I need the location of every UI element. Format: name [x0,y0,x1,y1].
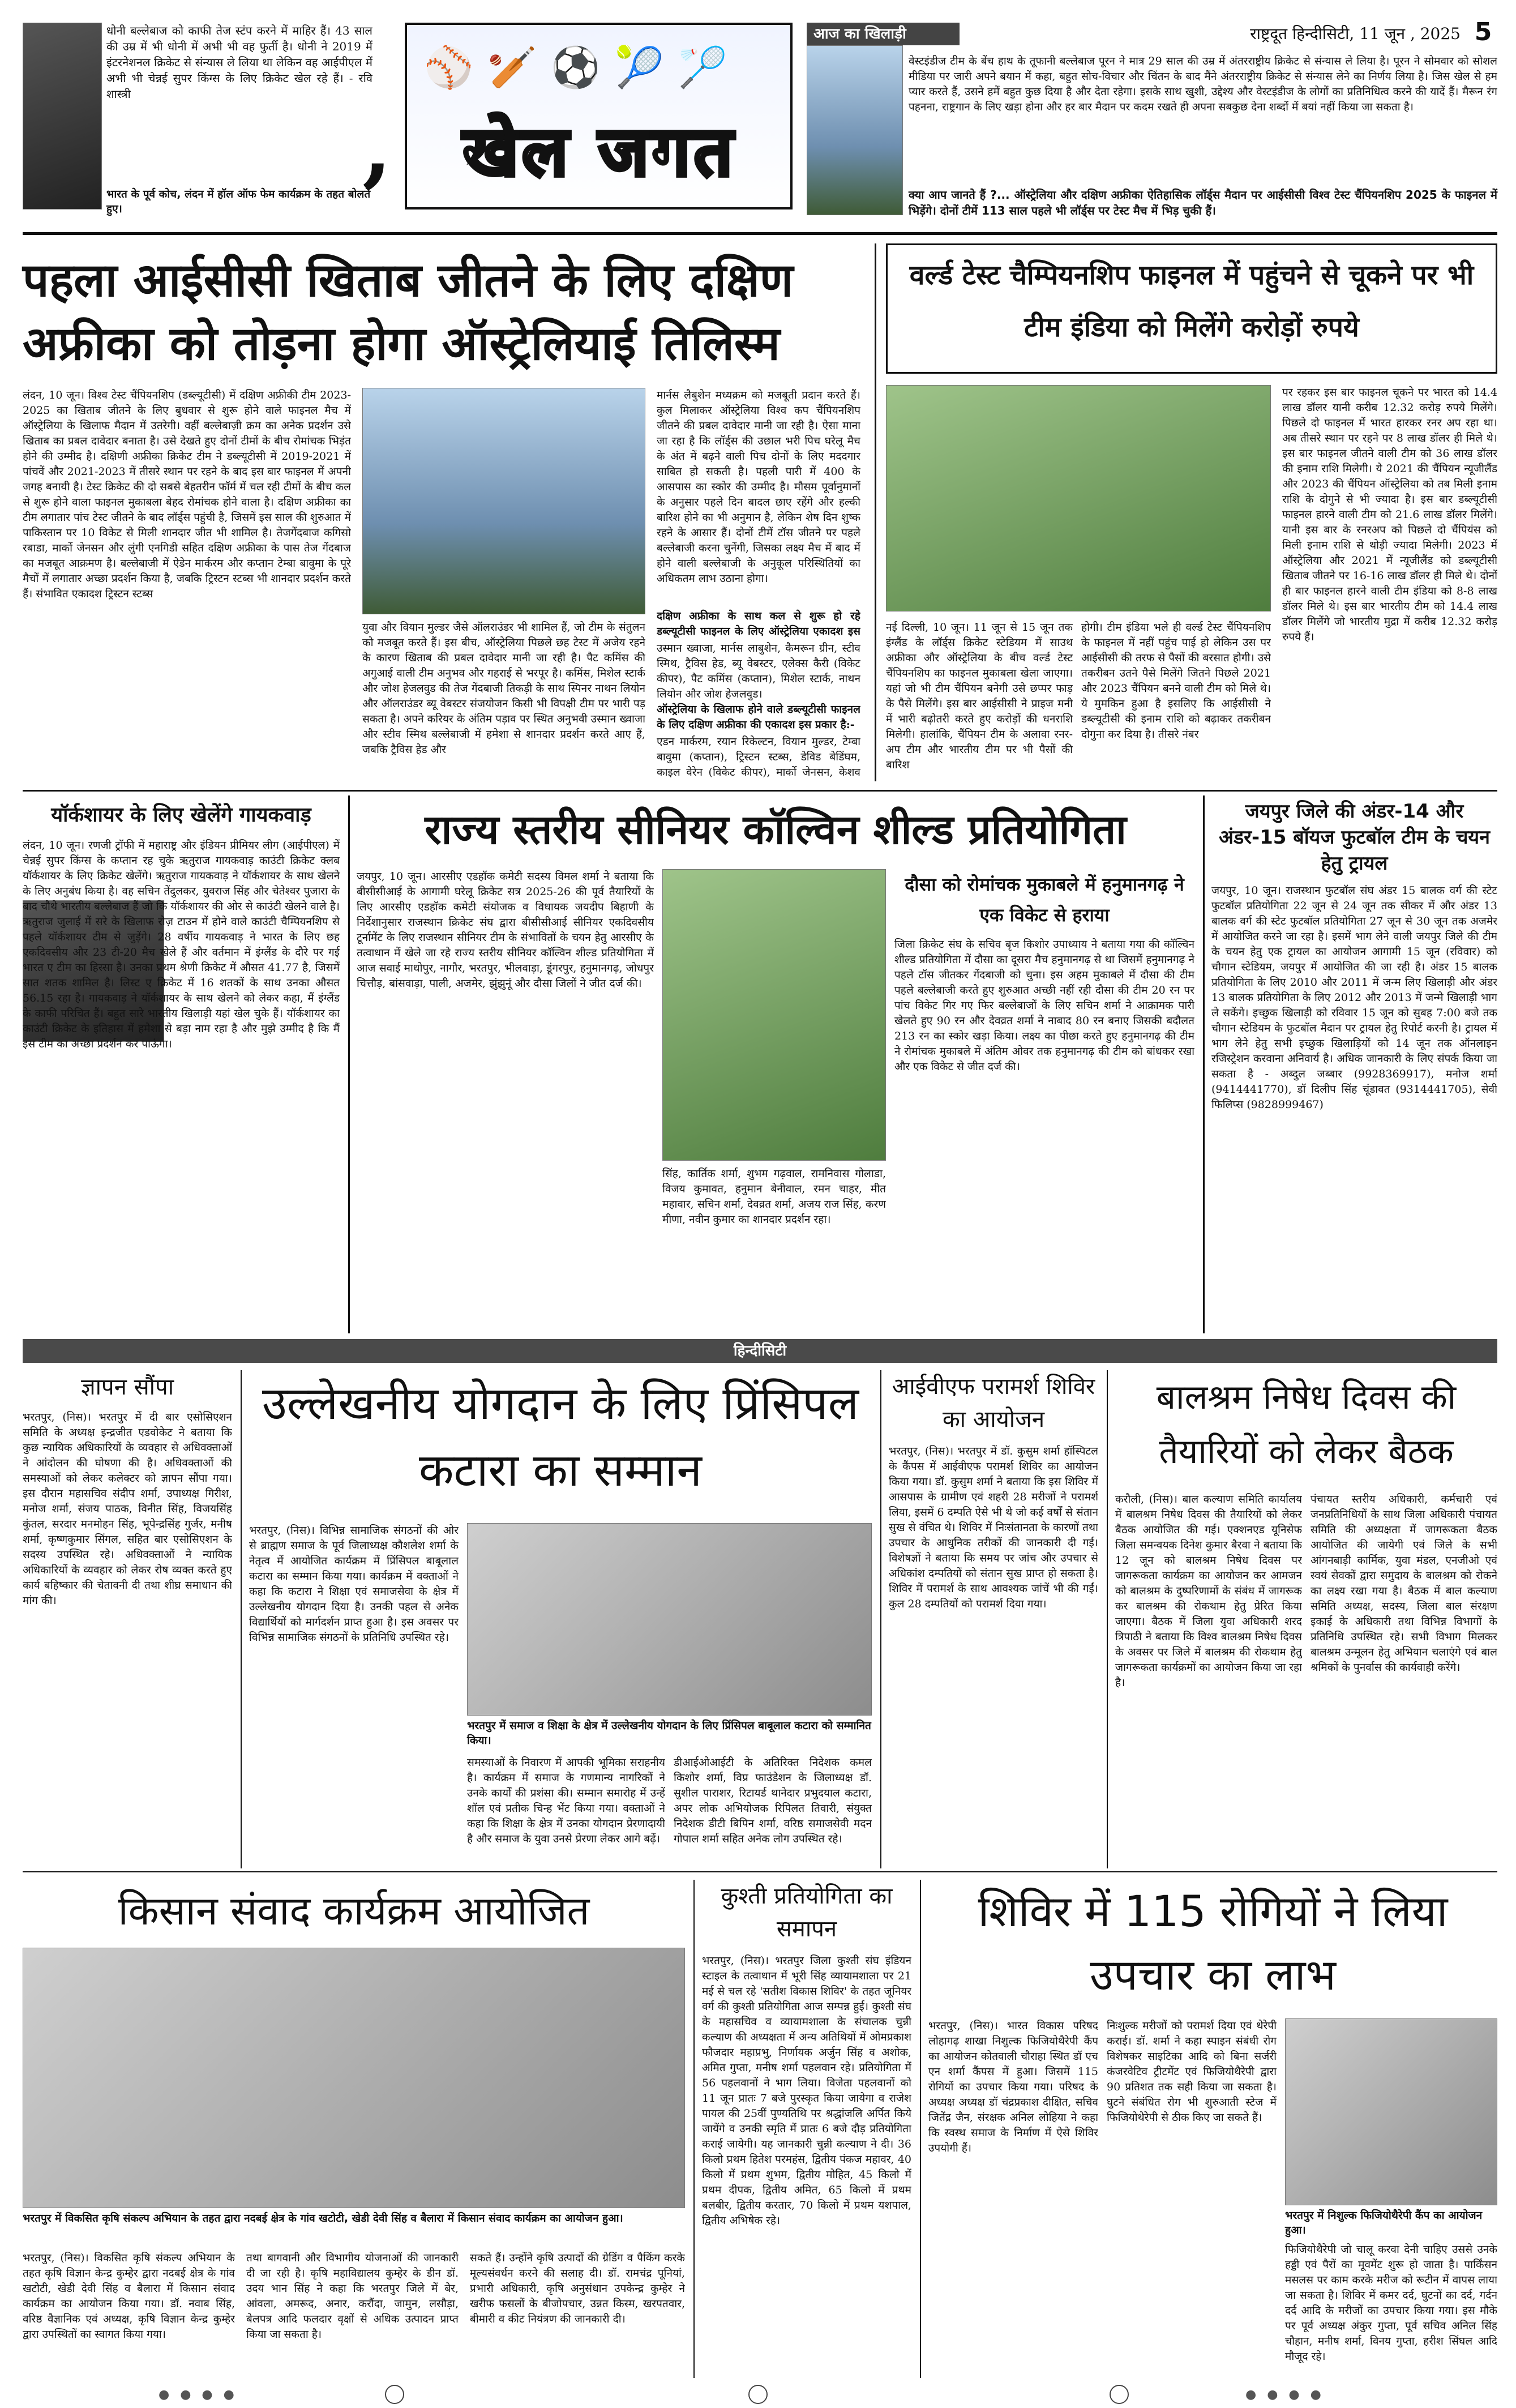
nicholas-pooran-photo [807,45,903,215]
player-tag: आज का खिलाड़ी [807,23,960,45]
headline-football: जयपुर जिले की अंडर-14 और अंडर-15 बॉयज फुटबॉल टीम के चयन हेतु ट्रायल [1218,800,1491,875]
col-divider-city-1 [241,1370,242,1868]
wtc-india-col3: पर रहकर इस बार फाइनल चूकने पर भारत को 14.4 लाख डॉलर यानी करीब 12.32 करोड़ रुपये मिलेंगे। पिछले दो फाइनल में भारत हारकर रनर अप रहा था। अब तीसरे स्थान पर रहने पर 8 लाख डॉलर ही मिले थे। इस बार फाइनल जीतने वाली टीम को 36 लाख डॉलर की इनाम राशि मिलेगी। ये 2021 की चैंपियन न्यूजीलैंड और 2023 की चैंपियन ऑस्ट्रेलिया को तब मिली इनाम राशि के दोगुने से भी ज्यादा है। इस बार डब्ल्यूटीसी फाइनल हारने वाली टीम को 21.6 लाख डॉलर मिलेंगे। यानी इस बार के रनरअप को पिछले दो चैंपियंस को मिली इनाम राशि से थोड़ी ज्यादा मिलेगी। 2023 में ऑस्ट्रेलिया और 2021 में न्यूजीलैंड को डब्ल्यूटीसी खिताब जीतने पर 16-16 लाख डॉलर ही मिले थे। दोनों ही बार फाइनल हारने वाली टीम इंडिया को 8-8 लाख डॉलर मिले थे। इस बार भारतीय टीम को 14.4 लाख डॉलर मिलेंगे जो भारतीय मुद्रा में करीब 12.32 करोड़ रुपये हैं। [1282,386,1497,643]
katara-event-photo [467,1523,872,1716]
colvin-team-photo [662,869,886,1161]
wtc-aus-xi: एडन मार्करम, रयान रिकेल्टन, वियान मुल्डर, टेम्बा बावुमा (कप्तान), ट्रिस्टन स्टब्स, डेविड बेडिंघम, काइल वेरेन (विकेट कीपर), मार्को जेनसन, केशव [657,735,860,779]
wtc-sa-xi-title: दक्षिण अफ्रीका के साथ कल से शुरू हो रहे डब्ल्यूटीसी फाइनल के लिए ऑस्ट्रेलिया एकादश इस [657,610,860,638]
registration-mark-right [1110,2385,1129,2404]
col-divider-bottom-2 [920,1880,921,2378]
kisan-event-photo [23,1948,685,2208]
shivir-camp-photo [1285,2018,1497,2205]
quote-mark: , [362,97,392,197]
wtc-aus-xi-title: ऑस्ट्रेलिया के खिलाफ होने वाले डब्ल्यूटीसी फाइनल के लिए दक्षिण अफ्रीका की एकादश इस प्रकार है:- [657,703,860,731]
shivir-col1: भरतपुर, (निस)। भारत विकास परिषद लोहागढ़ शाखा निशुल्क फिजियोथैरेपी कैंप का आयोजन कोतवाली चौराहा स्थित डॉ एच एन शर्मा कैंपस में हुआ। जिसमें 115 रोगियों का उपचार किया गया। परिषद के अध्यक्ष अध्यक्ष डॉ चंद्रप्रकाश दीक्षित, सचिव जितेंद्र जैन, संरक्षक अनिल लोहिया ने कहा कि स्वस्थ समाज के निर्माण में ऐसे शिविर उपयोगी हैं। [928,2020,1098,2154]
footer-marks-right: ● ● ● ● [1245,2388,1325,2402]
headline-balshram: बालश्रम निषेध दिवस की तैयारियों को लेकर बैठक [1156,1378,1457,1472]
headline-katara: उल्लेखनीय योगदान के लिए प्रिंसिपल कटारा का सम्मान [262,1377,859,1496]
col-divider-bottom-1 [693,1880,695,2378]
col-divider-mid-right [1203,795,1205,1333]
wtc-sa-col1: लंदन, 10 जून। विश्व टेस्ट चैंपियनशिप (डब्ल्यूटीसी) में दक्षिण अफ्रीकी टीम 2023-2025 का खिताब जीतने के लिए बुधवार से शुरू होने वाले फाइनल मैच में ऑस्ट्रेलिया के खिलाफ मैदान में उतरेगी। वहीं बल्लेबाज़ी क्रम का अनेक प्रदर्शन उसे खिताब का प्रबल दावेदार बनाता है। उसे देखते हुए दोनों टीमों के बीच रोमांचक भिड़ंत होने की उम्मीद है। दक्षिणी अफ्रीका क्रिकेट टीम ने डब्ल्यूटीसी में 2019-2021 में पांचवें और 2021-2023 में तीसरे स्थान पर रहने के बाद इस बार फाइनल में अपनी जगह बनायी है। टेस्ट क्रिकेट की दो सबसे बेहतरीन फॉर्म में चल रही टीमों के बीच कल से शुरू होने वाला फाइनल मुकाबला बेहद रोमांचक होने वाला है। दक्षिण अफ्रीका का टीम लगातार पांच टेस्ट जीतने के बाद लॉर्ड्स पहुंची है, जिसमें इस साल की शुरुआत में पाकिस्तान पर 10 विकेट से मिली शानदार जीत भी शामिल है। तेजगेंदबाज कगिसो रबाडा, मार्को जेनसन और लुंगी एनगिडी सहित दक्षिण अफ्रीका के पास तेज गेंदबाज का मजबूत आक्रमण है। बल्लेबाजी में ऐडेन मार्करम और कप्तान टेम्बा बावुमा के पूरे मैचों में लगातार अच्छा प्रदर्शन किया है, जबकि ट्रिस्टन स्टब्स भी शानदार प्रदर्शन करते हैं। संभावित एकादश ट्रिस्टन स्टब्स [23,389,351,600]
katara-col2: समस्याओं के निवारण में आपकी भूमिका सराहनीय है। कार्यक्रम में समाज के गणमान्य नागरिकों ने उनके कार्यों की प्रशंसा की। सम्मान समारोह में उन्हें शॉल एवं प्रतीक चिन्ह भेंट किया गया। वक्ताओं ने कहा कि शिक्षा के क्षेत्र में उनका योगदान प्रेरणादायी है और समाज के युवा उनसे प्रेरणा लेकर आगे बढ़ें। [467,1756,665,1845]
col-divider-mid-left [348,795,350,1333]
ivf-body: भरतपुर, (निस)। भरतपुर में डॉ. कुसुम शर्मा हॉस्पिटल के कैंपस में आईवीएफ परामर्श शिविर का आयोजन किया गया। डॉ. कुसुम शर्मा ने बताया कि इस शिविर में आसपास के ग्रामीण एवं शहरी 28 मरीजों ने परामर्श लिया, इसमें 6 दम्पति ऐसे भी थे जो कई वर्षों से संतान सुख से वंचित थे। शिविर में निःसंतानता के कारणों तथा उपचार के आधुनिक तरीकों की जानकारी दी गई। विशेषज्ञों ने बताया कि समय पर जांच और उपचार से अधिकांश दम्पतियों को संतान सुख प्राप्त हो सकता है। शिविर में परामर्श के साथ आवश्यक जांचें भी की गईं। कुल 28 दम्पतियों को परामर्श दिया गया। [889,1445,1098,1610]
captains-trophy-photo [362,388,645,614]
kisan-col3: सकते हैं। उन्होंने कृषि उत्पादों की ग्रेडिंग व पैकिंग करके मूल्यसंवर्धन करने की सलाह दी। डॉ. रामचंद्र पूनियां, प्रभारी अधिकारी, कृषि अनुसंधान उपकेन्द्र कुम्हेर ने खरीफ फसलों के बीजोपचार, उन्नत किस्म, खरपतवार, बीमारी व कीट नियंत्रण की जानकारी दी। [470,2252,685,2325]
balshram-col1: करौली, (निस)। बाल कल्याण समिति कार्यालय में बालश्रम निषेध दिवस की तैयारियों को लेकर बैठक आयोजित की गई। एक्शनएड यूनिसेफ जिला समन्वयक दिनेश कुमार बैरवा ने बताया कि 12 जून को बालश्रम निषेध दिवस पर जागरूकता कार्यक्रम का आयोजन कर आमजन को बालश्रम के दुष्परिणामों के संबंध में जागरूक कर बालश्रम की रोकथाम हेतु प्रेरित किया जाएगा। बैठक में जिला युवा अधिकारी शरद त्रिपाठी ने बताया कि विश्व बालश्रम निषेध दिवस के अवसर पर जिले में बालश्रम की रोकथाम हेतु जागरूकता कार्यक्रमों का आयोजन किया जा रहा है। [1115,1493,1302,1689]
colvin-caption: सिंह, कार्तिक शर्मा, शुभम गढ़वाल, रामनिवास गोलाडा, विजय कुमावत, हनुमान बेनीवाल, रमन चाहर, मीत महावार, सचिन शर्मा, देवव्रत शर्मा, अजय राज सिंह, करण मीणा, नवीन कुमार का शानदार प्रदर्शन रहा। [662,1167,886,1226]
col-divider-top [875,243,876,781]
katara-caption: भरतपुर में समाज व शिक्षा के क्षेत्र में उल्लेखनीय योगदान के लिए प्रिंसिपल बाबूलाल कटारा को सम्मानित किया। [467,1720,871,1747]
kushti-body: भरतपुर, (निस)। भरतपुर जिला कुश्ती संघ इंडियन स्टाइल के तत्वाधान में भूरी सिंह व्यायामशाला पर 21 मई से चल रहे 'सतीश विकास शिविर' के तहत जूनियर वर्ग की कुश्ती प्रतियोगिता आज सम्पन्न हुई। कुश्ती संघ के महासचिव व व्यायामशाला के संचालक चुन्नी कल्याण की अध्यक्षता में अन्य अतिथियों में ओमप्रकाश फौजदार महाप्रभु, निर्णायक अर्जुन सिंह व अशोक, अमित गुप्ता, मनीष शर्मा पहलवान रहे। प्रतियोगिता में 56 पहलवानों ने भाग लिया। विजेता पहलवानों को 11 जून प्रातः 7 बजे पुरस्कृत किया जायेगा व राजेश पायल की 25वीं पुण्यतिथि पर श्रद्धांजलि अर्पित किये जायेंगे व उनकी स्मृति में प्रातः 6 बजे दौड़ प्रतियोगिता कराई जायेगी। यह जानकारी चुन्नी कल्याण ने दी। 36 किलो प्रथम हितेश परमहंस, द्वितीय पंकज महावर, 40 किलो में प्रथम शुभम, द्वितीय मोहित, 45 किलो में प्रथम दीपक, द्वितीय अमित, 65 किलो में प्रथम बलबीर, द्वितीय करतार, 70 किलो में प्रथम यशपाल, द्वितीय अभिषेक रहे। [702,1954,911,2227]
page-number: 5 [1474,18,1492,46]
shivir-col2: निःशुल्क मरीजों को परामर्श दिया एवं थेरेपी कराई। डॉ. शर्मा ने कहा स्पाइन संबंधी रोग विशेषकर साइटिका आदि को बिना सर्जरी कंजरवेटिव ट्रीटमेंट एवं फिजियोथैरेपी द्वारा 90 प्रतिशत तक सही किया जा सकता है। घुटने संबंधित रोग भी शुरुआती स्टेज में फिजियोथेरेपी से ठीक किए जा सकते हैं। [1107,2020,1277,2124]
row1-rule [23,790,1497,792]
kisan-col2: तथा बागवानी और विभागीय योजनाओं की जानकारी दी जा रही है। कृषि महाविद्यालय कुम्हेर के डीन डॉ. उदय भान सिंह ने कहा कि भरतपुर जिले में बेर, आंवला, अमरूद, अनार, करौंदा, जामुन, लसौड़ा, बेलपत्र आदि फलदार वृक्षों से अधिक उत्पादन प्राप्त किया जा सकता है। [246,2252,459,2341]
did-you-know: क्या आप जानते हैं ?... ऑस्ट्रेलिया और दक्षिण अफ्रीका ऐतिहासिक लॉर्ड्स मैदान पर आईसीसी विश्व टेस्ट चैंपियनशिप 2025 के फाइनल में भिड़ेंगे। दोनों टीमें 113 साल पहले भी लॉर्ड्स पर टेस्ट मैच में भिड़ चुकी हैं। [909,188,1497,217]
section-title: खेल जगत [462,113,736,191]
sports-icons: ⚾🏏⚽🎾🏸 [424,44,742,91]
wtc-india-col1: नई दिल्ली, 10 जून। 11 जून से 15 जून तक इंग्लैंड के लॉर्ड्स क्रिकेट स्टेडियम में साउथ अफ्रीका और ऑस्ट्रेलिया के बीच वर्ल्ड टेस्ट चैंपियनशिप का फाइनल मुकाबला खेला जाएगा। यहां जो भी टीम चैंपियन बनेगी उसे छप्पर फाड़ के पैसे मिलेंगे। इस बार आईसीसी ने प्राइज मनी में भारी बढ़ोतरी करते हुए करोड़ों की धनराशि मिलेगी। हालांकि, चैंपियन टीम के अलावा रनर-अप टीम और भारतीय टीम पर भी पैसों की बारिश [886,621,1073,771]
headline-shivir: शिविर में 115 रोगियों ने लिया उपचार का लाभ [978,1886,1448,2000]
row3-rule [23,1871,1497,1872]
headline-wtc-india: वर्ल्ड टेस्ट चैम्पियनशिप फाइनल में पहुंचने से चूकने पर भी टीम इंडिया को मिलेंगे करोड़ों रुपये [909,259,1474,343]
col-divider-city-2 [880,1370,881,1868]
ravi-shastri-photo [23,23,102,209]
headline-colvin: राज्य स्तरीय सीनियर कॉल्विन शील्ड प्रतियोगिता [425,806,1127,853]
football-body: जयपुर, 10 जून। राजस्थान फुटबॉल संघ अंडर 15 बालक वर्ग की स्टेट फुटबॉल प्रतियोगिता 22 जून से 24 जून तक सीकर में और अंडर 13 बालक वर्ग की स्टेट फुटबॉल प्रतियोगिता 27 जून से 30 जून तक अजमेर में आयोजित करने जा रहा है। इसमें भाग लेने वाली जयपुर जिले की टीम के चयन हेतु एक ट्रायल का आयोजन आगामी 15 जून (रविवार) को चौगान स्टेडियम, जयपुर में आयोजित की जा रही है। अंडर 15 बालक प्रतियोगिता के लिए 2010 और 2011 में जन्म लिए खिलाड़ी और अंडर 13 बालक प्रतियोगिता के लिए 2012 और 2013 में जन्मे खिलाड़ी भाग ले सकेंगे। इच्छुक खिलाड़ी को रविवार 15 जून को सुबह 7:00 बजे तक चौगान स्टेडियम के फुटबॉल मैदान पर ट्रायल हेतु रिपोर्ट करनी है। ट्रायल में भाग लेने हेतु सभी इच्छुक खिलाड़ियों को 14 जून तक ऑनलाइन रजिस्ट्रेशन करवाना अनिवार्य है। अधिक जानकारी के लिए संपर्क किया जा सकता है - अब्दुल जब्बार (9928369917), मनोज शर्मा (9414441770), डॉ दिलीप सिंह चूंडावत (9314441705), सेवी फिलिप्स (9828999467) [1211,884,1497,1111]
headline-wtc-sa: पहला आईसीसी खिताब जीतने के लिए दक्षिण अफ्रीका को तोड़ना होगा ऑस्ट्रेलियाई तिलिस्म [23,254,794,371]
col-divider-city-3 [1107,1370,1108,1868]
kisan-caption: भरतपुर में विकसित कृषि संकल्प अभियान के तहत द्वारा नदबई क्षेत्र के गांव खटोटी, खेडी देवी सिंह व बैलारा में किसान संवाद कार्यक्रम का आयोजन हुआ। [23,2212,623,2225]
wtc-sa-col2: युवा और वियान मुल्डर जैसे ऑलराउंडर भी शामिल हैं, जो टीम के संतुलन को मजबूत करते हैं। इस बीच, ऑस्ट्रेलिया पिछले छह टेस्ट में अजेय रहने के कारण खिताब की प्रबल दावेदार मानी जा रही है। पैट कमिंस की अगुआई वाली टीम अनुभव और गहराई से भरपूर है। कमिंस, मिशेल स्टार्क और जोश हेजलवुड की तेज गेंदबाजी तिकड़ी के साथ स्पिनर नाथन लियोन और ऑलराउंडर ब्यू वेबस्टर संजयोजन किसी भी विपक्षी टीम पर भारी पड़ सकता है। अपने करियर के अंतिम पड़ाव पर स्थित अनुभवी उस्मान ख्वाजा और स्टीव स्मिथ बल्लेबाजी में हमेशा से शानदार प्रदर्शन करते आए हैं, जबकि ट्रैविस हेड और [362,621,645,756]
city-band [23,1339,1497,1363]
colvin-sub-body: जिला क्रिकेट संघ के सचिव बृज किशोर उपाध्याय ने बताया गया की कॉल्विन शील्ड प्रतियोगिता में दौसा का दूसरा मैच हनुमानगढ़ से था जिसमें हनुमानगढ़ ने पहले टॉस जीतकर गेंदबाजी को चुना। इस अहम मुकाबले में दौसा की टीम पहले बल्लेबाजी करते हुए शुरुआत अच्छी नहीं रही दौसा की टीम 20 रन पर पांच विकेट गिर गए फिर बल्लेबाजों के लिए सचिन शर्मा ने आक्रामक पारी खेलते हुए 90 रन और देवव्रत शर्मा ने नाबाद 80 रन बनाए जिसकी बदौलत 213 रन का स्कोर खड़ा किया। लक्ष्य का पीछा करते हुए हनुमानगढ़ की टीम ने रोमांचक मुकाबले में अंतिम ओवर तक हनुमानगढ़ की टीम को बांधकर रखा और एक विकेट से जीत दर्ज की। [894,938,1194,1073]
headline-kushti: कुश्ती प्रतियोगिता का समापन [721,1883,893,1942]
shivir-caption: भरतपुर में निशुल्क फिजियोथैरेपी कैंप का आयोजन हुआ। [1285,2209,1483,2236]
headline-kisan: किसान संवाद कार्यक्रम आयोजित [118,1888,590,1934]
player-text: वेस्टइंडीज टीम के बेंच हाथ के तूफानी बल्लेबाज पूरन ने मात्र 29 साल की उम्र में अंतरराष्ट्रीय क्रिकेट से संन्यास ले लिया है। पूरन ने सोमवार को सोशल मीडिया पर जारी अपने बयान में कहा, बहुत सोच-विचार और चिंतन के बाद मैंने अंतरराष्ट्रीय क्रिकेट से संन्यास लेने का निर्णय लिया है। जिस खेल से हम प्यार करते हैं, उसने हमें बहुत कुछ दिया है और देता रहेगा। इसके साथ खुशी, उद्देश्य और वेस्टइंडीज के लोगों का प्रतिनिधित्व करने की यादें हैं। मैरून रंग पहनना, राष्ट्रगान के लिए खड़ा होना और हर बार मैदान पर कदम रखते ही अपना सबकुछ देना शब्दों में बयां नहीं किया जा सकता है। [909,55,1497,113]
quote-caption: भारत के पूर्व कोच, लंदन में हॉल ऑफ फेम कार्यक्रम के तहत बोलते हुए। [106,188,371,215]
quote-text: धोनी बल्लेबाज को काफी तेज स्टंप करने में माहिर हैं। 43 साल की उम्र में भी धोनी में अभी भी वह फुर्ती है। धोनी ने 2019 में इंटरनेशनल क्रिकेट से संन्यास ले लिया था लेकिन वह आईपीएल में अभी भी चेन्नई सुपर किंग्स के लिए क्रिकेट खेल रहे हैं। - रवि शास्त्री [106,24,372,101]
masthead-rule [23,232,1497,235]
wtc-sa-col3: मार्नस लैबुशेन मध्यक्रम को मजबूती प्रदान करते हैं। कुल मिलाकर ऑस्ट्रेलिया विश्व कप चैंपियनशिप जीतने की प्रबल दावेदार मानी जा रही है। ऐसा माना जा रहा है कि लॉर्ड्स की उछाल भरी पिच घरेलू मैच के अंत में बढ़ने वाली पिच दोनों के लिए मददगार साबित हो सकती है। पहली पारी में 400 के आसपास का स्कोर की उम्मीद है। मौसम पूर्वानुमानों के अनुसार पहले दिन बादल छाए रहेंगे और हल्की बारिश होने का भी अनुमान है, लेकिन शेष दिन शुष्क रहने के आसार हैं। दोनों टीमें टॉस जीतने पर पहले बल्लेबाजी करना चुनेंगी, जिसका लक्ष्य मैच में बाद में होने वाली बल्लेबाजी के अनुकूल परिस्थितियों का अधिकतम लाभ उठाना होगा। [657,389,860,585]
headline-ivf: आईवीएफ परामर्श शिविर का आयोजन [892,1374,1095,1432]
section-logo [405,23,793,209]
registration-mark-center [748,2385,768,2404]
balshram-col2: पंचायत स्तरीय अधिकारी, कर्मचारी एवं जनप्रतिनिधियों के साथ जिला अधिकारी पंचायत समिति की अध्यक्षता में जागरूकता बैठक आयोजित की जायेगी एवं जिले के सभी आंगनबाड़ी कार्मिक, युवा मंडल, एनजीओ एवं स्वयं सेवकों द्वारा समुदाय के बालश्रम को रोकने का लक्ष्य रखा गया है। बैठक में बाल कल्याण समिति अध्यक्ष, सदस्य, जिला बाल संरक्षण इकाई के अधिकारी तथा विभिन्न विभागों के प्रतिनिधि उपस्थित रहे। सभी विभाग मिलकर बालश्रम उन्मूलन हेतु अभियान चलाएंगे एवं बाल श्रमिकों के पुनर्वास की कार्यवाही करेंगे। [1311,1493,1497,1674]
katara-col3: डीआईओआईटी के अतिरिक्त निदेशक कमल किशोर शर्मा, विप्र फाउंडेशन के जिलाध्यक्ष डॉ. सुशील पाराशर, रिटायर्ड थानेदार प्रभुदयाल कटारा, अपर लोक अभियोजक रिपिलत तिवारी, संयुक्त निदेशक डीटी बिपिन शर्मा, वरिष्ठ समाजसेवी मदन गोपाल शर्मा सहित अनेक लोग उपस्थित रहे। [674,1756,872,1845]
paper-info: राष्ट्रदूत हिन्दीसिटी, 11 जून , 2025 [1250,24,1461,43]
headline-gaikwad: यॉर्कशायर के लिए खेलेंगे गायकवाड़ [51,803,311,827]
katara-col1: भरतपुर, (निस)। विभिन्न सामाजिक संगठनों की ओर से ब्राह्मण समाज के पूर्व जिलाध्यक्ष कौशलेश शर्मा के नेतृत्व में आयोजित कार्यक्रम में प्रिंसिपल बाबूलाल कटारा का सम्मान किया गया। कार्यक्रम में वक्ताओं ने कहा कि कटारा ने शिक्षा एवं समाजसेवा के क्षेत्र में उल्लेखनीय योगदान दिया है। उनकी पहल से अनेक विद्यार्थियों को मार्गदर्शन प्राप्त हुआ है। इस अवसर पर विभिन्न सामाजिक संगठनों के प्रतिनिधि उपस्थित रहे। [249,1524,459,1644]
kisan-col1: भरतपुर, (निस)। विकसित कृषि संकल्प अभियान के तहत कृषि विज्ञान केन्द्र कुम्हेर द्वारा नदबई क्षेत्र के गांव खटोटी, खेडी देवी सिंह व बैलारा में किसान संवाद कार्यक्रम का आयोजन किया गया। डॉ. नवाब सिंह, वरिष्ठ वैज्ञानिक एवं अध्यक्ष, कृषि विज्ञान केन्द्र कुम्हेर द्वारा उपस्थितों का स्वागत किया गया। [23,2252,235,2341]
colvin-sub-headline: दौसा को रोमांचक मुकाबले में हनुमानगढ़ ने एक विकेट से हराया [905,874,1184,926]
footer-marks-left: ● ● ● ● [159,2388,238,2402]
headline-gyapan: ज्ञापन सौंपा [80,1374,174,1400]
colvin-col1: जयपुर, 10 जून। आरसीए एडहॉक कमेटी सदस्य विमल शर्मा ने बताया कि बीसीसीआई के आगामी घरेलू क्रिकेट सत्र 2025-26 की पूर्व तैयारियों के लिए आरसीए एडहॉक कमेटी संयोजक व विधायक जयदीप बिहाणी के निर्देशानुसार राजस्थान क्रिकेट संघ द्वारा बीसीसीआई सीनियर एकदिवसीय टूर्नामेंट के लिए राजस्थान सीनियर टीम के संभावितों के चयन हेतु आरसीए के तत्वाधान में खेले जा रहे राज्य स्तरीय सीनियर कॉल्विन शील्ड प्रतियोगिता में आज सवाई माधोपुर, नागौर, भरतपुर, भीलवाड़ा, डूंगरपुर, हनुमानगढ़, जोधपुर चित्तौड़, बांसवाड़ा, पाली, अजमेर, झुंझुनूं और दौसा जिलों ने जीत दर्ज की। [357,870,654,990]
wtc-sa-xi: उस्मान ख्वाजा, मार्नस लाबुशेन, कैमरून ग्रीन, स्टीव स्मिथ, ट्रैविस हेड, ब्यू वेबस्टर, एलेक्स कैरी (विकेट कीपर), पैट कमिंस (कप्तान), मिशेल स्टार्क, नाथन लियोन और जोश हेजलवुड। [657,642,860,700]
city-band-label: हिन्दीसिटी [733,1342,787,1359]
team-india-photo [886,385,1271,611]
gaikwad-body: लंदन, 10 जून। रणजी ट्रॉफी में महाराष्ट्र और इंडियन प्रीमियर लीग (आईपीएल) में चेन्नई सुपर किंग्स के कप्तान रह चुके ऋतुराज गायकवाड़ काउंटी क्रिकेट क्लब यॉर्कशायर के लिए क्रिकेट खेलेंगे। ऋतुराज गायकवाड़ ने यॉर्कशायर के साथ खेलने के लिए अनुबंध किया है। वह सचिन तेंदुलकर, युवराज सिंह और चेतेश्वर पुजारा के बाद चौथे भारतीय बल्लेबाज हैं जो कि यॉर्कशायर की ओर से काउंटी खेलने वाले है। ऋतुराज जुलाई में सरे के खिलाफ रोज़ टाउन में होने वाले काउंटी चैम्पियनशिप से पहले यॉर्कशायर टीम से जुड़ेंगे। 28 वर्षीय गायकवाड़ ने भारत के लिए छह एकदिवसीय और 23 टी-20 मैच खेले हैं और वर्तमान में इंग्लैंड के दौरे पर गई भारत ए टीम का हिस्सा है। उनका प्रथम श्रेणी क्रिकेट में औसत 41.77 है, जिसमें सात शतक शामिल है। लिस्ट ए क्रिकेट में 16 शतकों के साथ उनका औसत 56.15 रहा है। गायकवाड़ ने यॉर्कशायर के साथ खेलने को लेकर कहा, मैं इंग्लैंड के काफी परिचित हैं। बहुत सारे भारतीय खिलाड़ी यहां खेल चुके हैं। यॉर्कशायर का काउंटी क्रिकेट के इतिहास में हमेशा से बड़ा नाम रहा है और मुझे उम्मीद है कि मैं इस टीम का अच्छा प्रदर्शन कर पाऊंगा। [23,839,340,1050]
gyapan-body: भरतपुर, (निस)। भरतपुर में दी बार एसोसिएशन समिति के अध्यक्ष इन्द्रजीत एडवोकेट ने बताया कि कुछ न्यायिक अधिकारियों के व्यवहार से अधिवक्ताओं ने आंदोलन की घोषणा की है। अधिवक्ताओं की समस्याओं को लेकर कलेक्टर को ज्ञापन सौंपा गया। इस दौरान महासचिव संदीप शर्मा, उपाध्यक्ष गिरीश, मनोज शर्मा, संजय पाठक, विनीत सिंह, विजयसिंह कुंतल, सरदार मनमोहन सिंह, भूपेन्द्रसिंह गुर्जर, मनीष शर्मा, कृष्णकुमार सिंगल, सहित बार एसोसिएशन के सदस्य उपस्थित रहे। अधिवक्ताओं ने न्यायिक अधिकारियों के व्यवहार को लेकर रोष व्यक्त करते हुए कार्य बहिष्कार की चेतावनी दी तथा शीघ्र समाधान की मांग की। [23,1411,232,1607]
registration-mark-left [385,2385,404,2404]
shivir-col3: फिजियोथैरेपी जो चालू करवा देनी चाहिए उससे उनके हड्डी एवं पैरों का मूवमेंट शुरू हो जाता है। पार्किंसन मसलस पर काम करके मरीज को रूटीन में वापस लाया जा सकता है। शिविर में कमर दर्द, घुटनों का दर्द, गर्दन दर्द आदि के मरीजों का उपचार किया गया। इस मौके पर पूर्व अध्यक्ष अंकुर गुप्ता, पूर्व सचिव अनिल सिंह चौहान, मनीष शर्मा, विनय गुप्ता, हरीश सिंघल आदि मौजूद रहे। [1285,2243,1497,2363]
wtc-india-col2: होगी। टीम इंडिया भले ही वर्ल्ड टेस्ट चैंपियनशिप के फाइनल में नहीं पहुंच पाई हो लेकिन उस पर आईसीसी की तरफ से पैसों की बरसात होगी। उसे तकरीबन उतने पैसे मिलेंगे जितने पिछले 2021 और 2023 चैंपियन बनने वाली टीम को मिले थे। ये मुमकिन हुआ है इसलिए कि आईसीसी ने डब्ल्यूटीसी की इनाम राशि को बढ़ाकर तकरीबन दोगुना कर दिया है। तीसरे नंबर [1081,621,1271,741]
